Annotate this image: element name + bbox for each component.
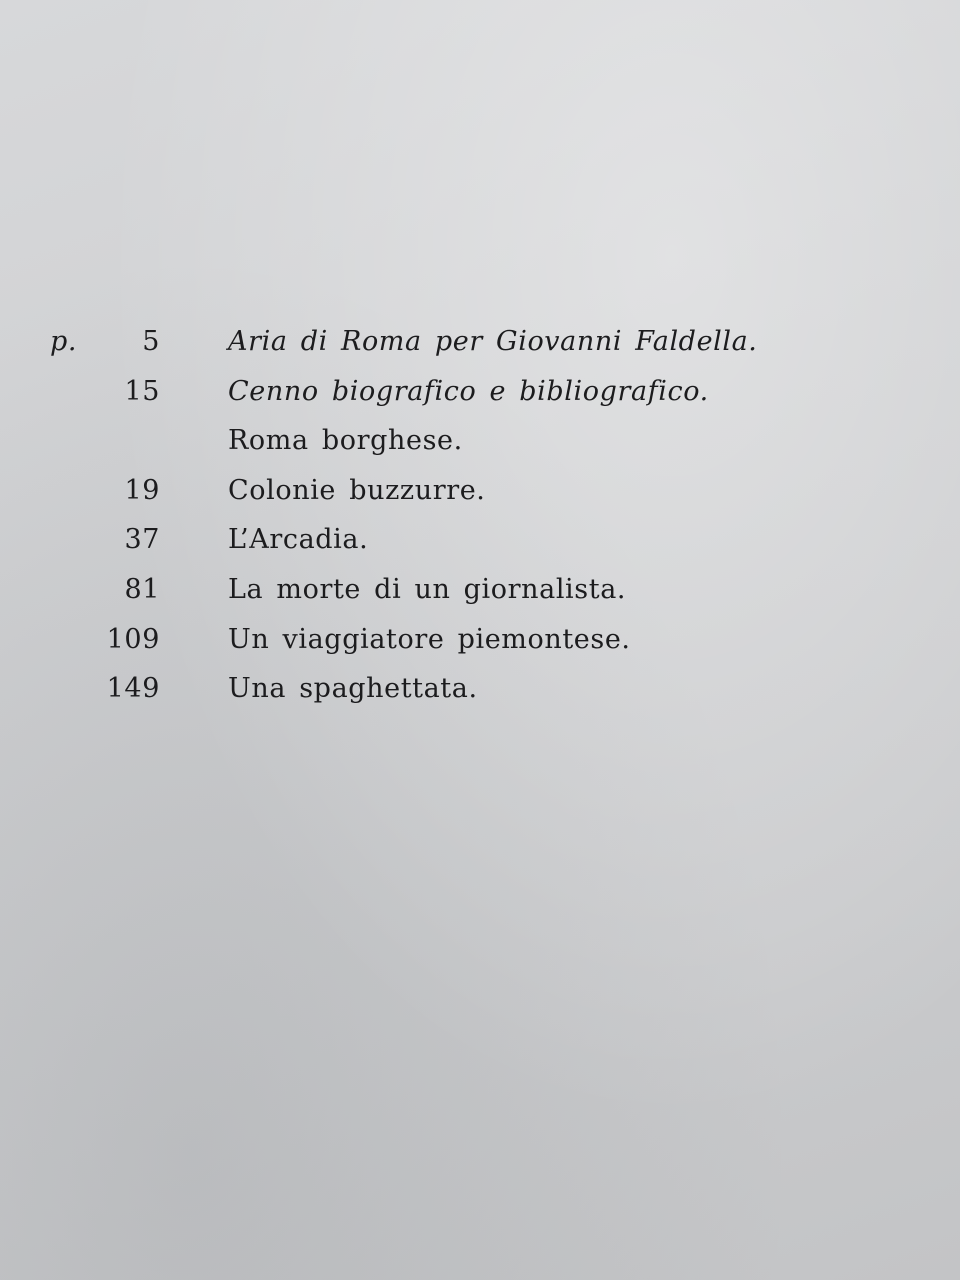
toc-page-number: 5: [142, 326, 160, 357]
toc-entry: [40, 669, 900, 719]
toc-title: Una spaghettata.: [228, 673, 478, 705]
toc-entry: [40, 570, 900, 620]
toc-title: Colonie buzzurre.: [228, 474, 486, 506]
toc-page-number: 81: [124, 573, 160, 605]
toc-title: Cenno biografico e bibliografico.: [228, 375, 709, 407]
page-prefix: p.: [50, 326, 78, 357]
toc-entry: [40, 372, 900, 422]
toc-page-number: 149: [106, 673, 160, 705]
toc-entry: [40, 322, 900, 372]
toc-entry: [40, 520, 900, 570]
table-of-contents: [40, 322, 900, 719]
toc-page-number: 37: [124, 524, 160, 556]
toc-title: La morte di un giornalista.: [228, 573, 627, 605]
toc-title: L’Arcadia.: [228, 524, 369, 556]
toc-title: Aria di Roma per Giovanni Faldella.: [228, 326, 758, 357]
toc-title: Roma borghese.: [228, 425, 463, 457]
toc-page-number: 15: [124, 375, 160, 407]
toc-page-number: 109: [106, 623, 160, 655]
toc-page-number: 19: [124, 474, 160, 506]
toc-entry: [40, 620, 900, 670]
toc-title: Un viaggiatore piemontese.: [228, 623, 631, 655]
toc-entry: [40, 471, 900, 521]
toc-section-heading: [40, 421, 900, 471]
